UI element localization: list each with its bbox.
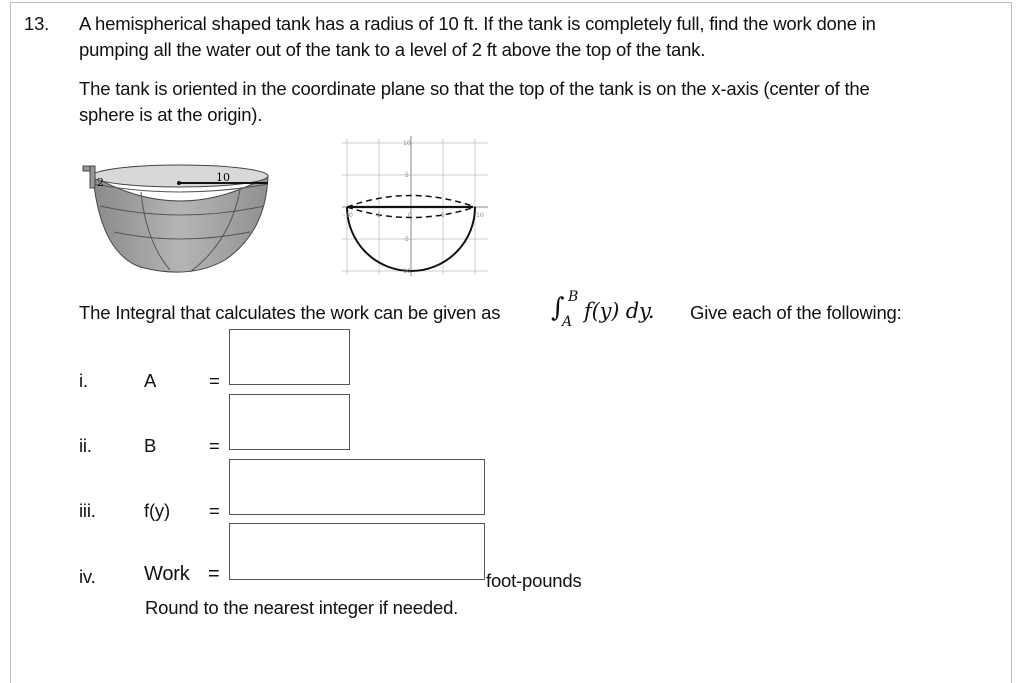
integral-sign: ∫ xyxy=(551,293,565,323)
x-tick: 10 xyxy=(476,212,484,219)
equals-sign: = xyxy=(209,435,220,456)
orientation-text-line1: The tank is oriented in the coordinate plane so that the top of the tank is on the x-axis (center of the xyxy=(79,78,870,99)
integral-prefix: The Integral that calculates the work can be given as xyxy=(79,302,501,323)
label-a: A xyxy=(144,370,157,391)
label-work: Work xyxy=(144,563,190,585)
pipe-height-label: 2 xyxy=(97,176,104,189)
equals-sign: = xyxy=(209,500,220,521)
row-numeral: iv. xyxy=(79,566,96,587)
equals-sign: = xyxy=(208,563,220,585)
hemisphere-tank-illustration xyxy=(80,162,276,278)
coordinate-graph xyxy=(340,134,490,278)
label-fy: f(y) xyxy=(144,500,170,521)
row-numeral: ii. xyxy=(79,435,92,456)
integral-lower-limit: A xyxy=(562,314,572,330)
unit-label: foot-pounds xyxy=(486,570,582,591)
answer-fy-input[interactable] xyxy=(229,459,485,515)
y-tick: -10 xyxy=(401,268,411,275)
question-text-line2: pumping all the water out of the tank to a level of 2 ft above the top of the tank. xyxy=(79,39,706,60)
radius-label: 10 xyxy=(216,171,230,184)
answer-a-input[interactable] xyxy=(229,329,350,385)
answer-b-input[interactable] xyxy=(229,394,350,450)
y-tick: 10 xyxy=(403,140,411,147)
x-tick: -10 xyxy=(343,212,353,219)
integral-upper-limit: B xyxy=(568,289,579,305)
y-tick: 5 xyxy=(405,172,409,179)
rounding-note: Round to the nearest integer if needed. xyxy=(145,597,459,618)
x-tick: -5 xyxy=(375,212,381,219)
equals-sign: = xyxy=(209,370,220,391)
question-text-line1: A hemispherical shaped tank has a radius of 10 ft. If the tank is completely full, find the work done in xyxy=(79,13,876,34)
integrand: f(y) dy. xyxy=(584,299,655,323)
row-numeral: i. xyxy=(79,370,88,391)
question-number: 13. xyxy=(24,13,50,34)
orientation-text-line2: sphere is at the origin). xyxy=(79,104,263,125)
integral-suffix: Give each of the following: xyxy=(690,302,902,323)
label-b: B xyxy=(144,435,157,456)
y-tick: -5 xyxy=(403,236,409,243)
row-numeral: iii. xyxy=(79,500,96,521)
x-tick: 0 xyxy=(408,212,412,219)
x-tick: 5 xyxy=(441,212,445,219)
answer-work-input[interactable] xyxy=(229,523,485,580)
